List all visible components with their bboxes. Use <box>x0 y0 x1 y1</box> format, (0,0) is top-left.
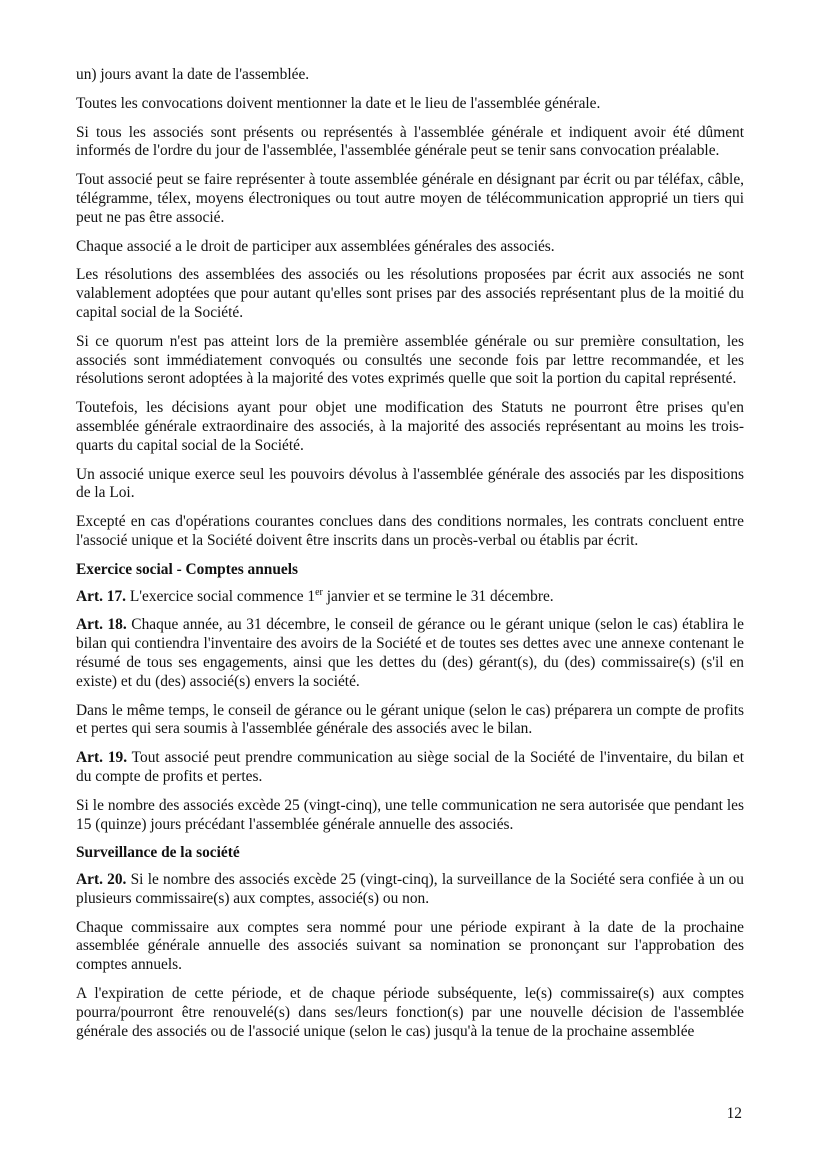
article-label: Art. 18. <box>76 616 127 634</box>
superscript: er <box>315 586 323 598</box>
paragraph: Un associé unique exerce seul les pouvoirs dévolus à l'assemblée générale des associés par les dispositions de la Loi. <box>76 465 744 502</box>
article-label: Art. 17. <box>76 587 127 605</box>
article-19 <box>76 749 744 787</box>
article-text: Tout associé peut prendre communication au siège social de la Société de l'inventaire, du bilan et du compte de profits et pertes. <box>76 749 744 785</box>
paragraph: Les résolutions des assemblées des associés ou les résolutions proposées par écrit aux associés ne sont valablement adoptées que pour autant qu'elles sont prises par des associés représentant plus de la moitié du capital social de la Société. <box>76 266 744 321</box>
paragraph: Tout associé peut se faire représenter à toute assemblée générale en désignant par écrit ou par téléfax, câble, télégramme, télex, moyens électroniques ou tout autre moyen de télécommunication approprié un tiers qui peut ne pas être associé. <box>76 171 744 226</box>
article-20 <box>76 871 744 909</box>
paragraph: A l'expiration de cette période, et de chaque période subséquente, le(s) commissaire(s) aux comptes pourra/pourront être renouvelé(s) dans ses/leurs fonction(s) par une nouvelle décision de l'assemblée générale des associés ou de l'associé unique (selon le cas) jusqu'à la tenue de la prochaine assemblée <box>76 985 744 1040</box>
article-label: Art. 20. <box>76 871 127 889</box>
paragraph: Chaque commissaire aux comptes sera nommé pour une période expirant à la date de la prochaine assemblée générale annuelle des associés suivant sa nomination se prononçant sur l'approbation des comptes annuels. <box>76 918 744 974</box>
paragraph: Si le nombre des associés excède 25 (vingt-cinq), une telle communication ne sera autorisée que pendant les 15 (quinze) jours précédant l'assemblée générale annuelle des associés. <box>76 796 744 833</box>
article-17 <box>76 588 744 607</box>
page-number: 12 <box>726 1105 742 1122</box>
article-text: Si le nombre des associés excède 25 (vingt-cinq), la surveillance de la Société sera confiée à un ou plusieurs commissaire(s) aux comptes, associé(s) ou non. <box>76 871 744 907</box>
paragraph: Toutes les convocations doivent mentionner la date et le lieu de l'assemblée générale. <box>76 94 601 112</box>
article-text: Chaque année, au 31 décembre, le conseil de gérance ou le gérant unique (selon le cas) établira le bilan qui contiendra l'inventaire des avoirs de la Société et de toutes ses dettes avec une annexe contenant le résumé de tous ses engagements, ainsi que les dettes du (des) gérant(s), du (des) commissaire(s) (s'il en existe) et du (des) associé(s) envers la société. <box>76 616 744 690</box>
paragraph: Si tous les associés sont présents ou représentés à l'assemblée générale et indiquent avoir été dûment informés de l'ordre du jour de l'assemblée, l'assemblée générale peut se tenir sans convocation préalable. <box>76 123 744 160</box>
paragraph: Toutefois, les décisions ayant pour objet une modification des Statuts ne pourront être prises qu'en assemblée générale extraordinaire des associés, à la majorité des associés représentant au moins les trois-quarts du capital social de la Société. <box>76 399 744 454</box>
article-label: Art. 19. <box>76 749 128 767</box>
section-heading: Exercice social - Comptes annuels <box>76 560 298 578</box>
paragraph: Dans le même temps, le conseil de gérance ou le gérant unique (selon le cas) préparera un compte de profits et pertes qui sera soumis à l'assemblée générale des associés avec le bilan. <box>76 701 744 738</box>
article-18 <box>76 616 744 691</box>
article-text: janvier et se termine le 31 décembre. <box>322 587 554 605</box>
paragraph: Chaque associé a le droit de participer aux assemblées générales des associés. <box>76 237 555 255</box>
article-text: L'exercice social commence 1 <box>126 587 316 605</box>
paragraph: Si ce quorum n'est pas atteint lors de la première assemblée générale ou sur première consultation, les associés sont immédiatement convoqués ou consultés une seconde fois par lettre recommandée, et les résolutions seront adoptées à la majorité des votes exprimés quelle que soit la portion du capital représenté. <box>76 332 744 388</box>
paragraph: un) jours avant la date de l'assemblée. <box>76 66 310 83</box>
section-heading: Surveillance de la société <box>76 844 240 862</box>
paragraph: Excepté en cas d'opérations courantes conclues dans des conditions normales, les contrats concluent entre l'associé unique et la Société doivent être inscrits dans un procès-verbal ou établis par écrit. <box>76 513 744 549</box>
